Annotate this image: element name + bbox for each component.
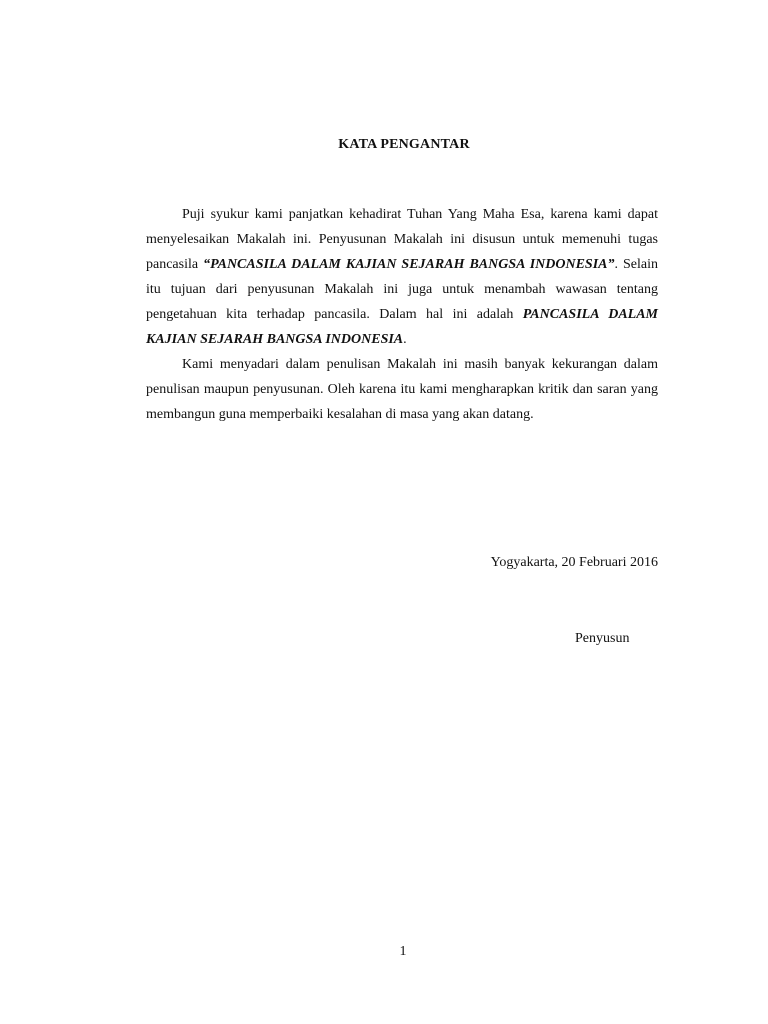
page-title: KATA PENGANTAR bbox=[338, 137, 470, 152]
paragraph-intro bbox=[146, 202, 658, 352]
place-date: Yogyakarta, 20 Februari 2016 bbox=[490, 555, 658, 570]
paragraph-closing: Kami menyadari dalam penulisan Makalah ini masih banyak kekurangan dalam penulisan maupun penyusunan. Oleh karena itu kami mengharapkan kritik dan saran yang membangun guna memperbaiki kesalahan di masa yang akan datang. bbox=[146, 357, 658, 422]
paragraph-intro-text-1: Puji syukur kami panjatkan kehadirat Tuhan Yang Maha Esa, karena kami dapat menyelesaikan Makalah ini. Penyusunan Makalah ini disusun untuk memenuhi tugas pancasila bbox=[146, 207, 658, 272]
emphasis-title: PANCASILA DALAM KAJIAN SEJARAH BANGSA INDONESIA bbox=[146, 307, 658, 347]
body-text bbox=[146, 202, 658, 427]
paragraph-intro-text-3: . bbox=[403, 332, 407, 347]
paragraph-intro-text-2: . Selain itu tujuan dari penyusunan Makalah ini juga untuk menambah wawasan tentang pengetahuan kita terhadap pancasila. Dalam hal ini adalah bbox=[146, 257, 659, 322]
emphasis-title-quoted: “PANCASILA DALAM KAJIAN SEJARAH BANGSA INDONESIA” bbox=[203, 257, 615, 272]
signatory-label: Penyusun bbox=[575, 631, 630, 646]
page-number: 1 bbox=[399, 944, 407, 959]
